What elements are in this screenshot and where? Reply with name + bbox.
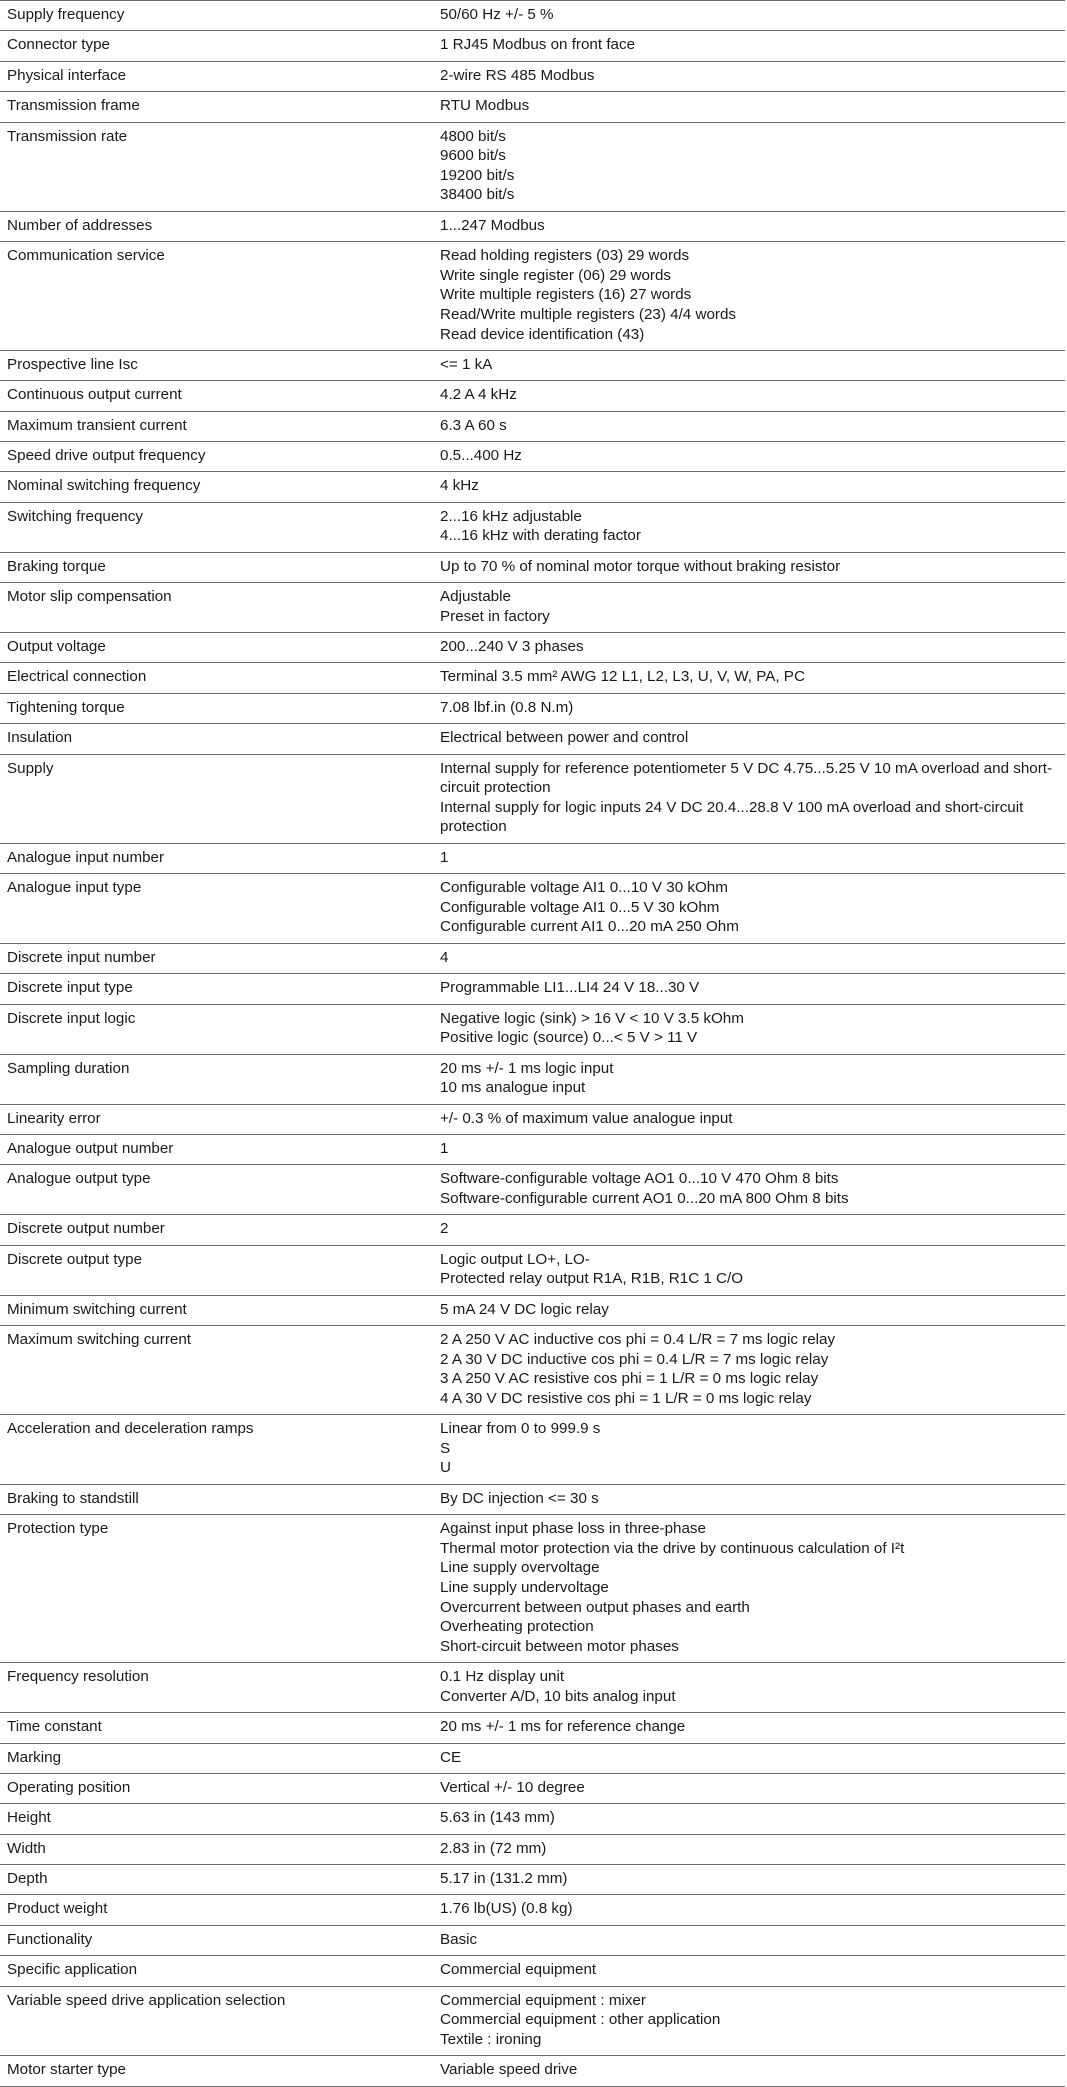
- spec-value: [434, 1956, 1065, 1980]
- spec-value: [434, 1485, 1065, 1509]
- spec-value-line: 50/60 Hz +/- 5 %: [440, 6, 554, 23]
- spec-label: Acceleration and deceleration ramps: [7, 1420, 254, 1438]
- spec-value-line: Software-configurable current AO1 0...20 mA 800 Ohm 8 bits: [440, 1189, 849, 1207]
- spec-value-line: Read device identification (43): [440, 325, 645, 343]
- spec-row: [0, 583, 1065, 633]
- spec-value: [434, 412, 1065, 436]
- spec-value: [434, 1865, 1065, 1889]
- spec-value-line: Read holding registers (03) 29 words: [440, 247, 690, 265]
- spec-row: [0, 1956, 1065, 1986]
- spec-value-line: 2...16 kHz adjustable: [440, 507, 582, 525]
- spec-label: Connector type: [7, 36, 110, 54]
- spec-label: Linearity error: [7, 1109, 101, 1127]
- spec-value-line: 4 A 30 V DC resistive cos phi = 1 L/R = 0 ms logic relay: [440, 1389, 812, 1407]
- spec-value: [434, 1135, 1065, 1159]
- spec-value: [434, 123, 1065, 205]
- spec-value-line: 9600 bit/s: [440, 147, 506, 165]
- spec-value: [434, 694, 1065, 718]
- spec-label: Braking torque: [7, 557, 106, 575]
- spec-label: Nominal switching frequency: [7, 477, 201, 495]
- spec-row: [0, 1246, 1065, 1296]
- spec-value: [434, 553, 1065, 577]
- spec-row: [0, 123, 1065, 212]
- spec-value: [434, 1296, 1065, 1320]
- spec-label: Analogue input type: [7, 879, 142, 897]
- spec-row: [0, 844, 1065, 874]
- spec-value: [434, 1, 1065, 25]
- spec-label: Minimum switching current: [7, 1300, 187, 1318]
- spec-value-line: Short-circuit between motor phases: [440, 1637, 679, 1655]
- spec-row: [0, 1, 1065, 31]
- spec-value-line: 1 RJ45 Modbus on front face: [440, 36, 636, 54]
- spec-label: Height: [7, 1809, 51, 1827]
- spec-label: Transmission rate: [7, 127, 128, 145]
- spec-value-line: Overcurrent between output phases and earth: [440, 1598, 750, 1616]
- spec-row: [0, 412, 1065, 442]
- spec-value-line: Line supply overvoltage: [440, 1559, 600, 1577]
- spec-value: [434, 503, 1065, 546]
- spec-value: [434, 1774, 1065, 1798]
- spec-row: [0, 724, 1065, 754]
- spec-row: [0, 351, 1065, 381]
- spec-value-line: 5 mA 24 V DC logic relay: [440, 1300, 609, 1318]
- spec-row: [0, 503, 1065, 553]
- spec-value-line: S: [440, 1439, 451, 1457]
- spec-value-line: 3 A 250 V AC resistive cos phi = 1 L/R = 0 ms logic relay: [440, 1370, 819, 1388]
- spec-value-line: Overheating protection: [440, 1618, 594, 1636]
- spec-label: Functionality: [7, 1930, 93, 1948]
- spec-value-line: Write multiple registers (16) 27 words: [440, 286, 692, 304]
- spec-value-line: CE: [440, 1748, 462, 1766]
- spec-value-line: 4...16 kHz with derating factor: [440, 527, 641, 545]
- spec-label: Discrete output number: [7, 1220, 165, 1238]
- spec-value-line: 200...240 V 3 phases: [440, 638, 584, 656]
- spec-value-line: 4 kHz: [440, 477, 479, 495]
- spec-value-line: Commercial equipment : mixer: [440, 1991, 646, 2009]
- spec-row: [0, 1135, 1065, 1165]
- spec-value-line: Basic: [440, 1930, 478, 1948]
- spec-row: [0, 1326, 1065, 1415]
- spec-label: Physical interface: [7, 66, 127, 84]
- spec-value: [434, 1215, 1065, 1239]
- spec-value-line: <= 1 kA: [440, 355, 493, 373]
- spec-value: [434, 351, 1065, 375]
- spec-label: Discrete input type: [7, 979, 133, 997]
- spec-row: [0, 944, 1065, 974]
- spec-row: [0, 663, 1065, 693]
- spec-value-line: Negative logic (sink) > 16 V < 10 V 3.5 kOhm: [440, 1009, 744, 1027]
- spec-value: [434, 1835, 1065, 1859]
- spec-value: [434, 242, 1065, 344]
- spec-value: [434, 1515, 1065, 1656]
- spec-value-line: 4: [440, 948, 449, 966]
- spec-value-line: 0.5...400 Hz: [440, 447, 522, 465]
- spec-row: [0, 1895, 1065, 1925]
- spec-value-line: Software-configurable voltage AO1 0...10 V 470 Ohm 8 bits: [440, 1170, 839, 1188]
- spec-label: Insulation: [7, 729, 73, 747]
- spec-label: Number of addresses: [7, 216, 153, 234]
- spec-value: [434, 1895, 1065, 1919]
- spec-row: [0, 553, 1065, 583]
- spec-row: [0, 1865, 1065, 1895]
- spec-value: [434, 31, 1065, 55]
- spec-row: [0, 1415, 1065, 1485]
- spec-row: [0, 1804, 1065, 1834]
- spec-label: Discrete output type: [7, 1250, 143, 1268]
- spec-value-line: Commercial equipment : other application: [440, 2011, 721, 2029]
- spec-label: Analogue output number: [7, 1139, 174, 1157]
- spec-value: [434, 663, 1065, 687]
- spec-value-line: 5.63 in (143 mm): [440, 1809, 555, 1827]
- spec-value: [434, 1713, 1065, 1737]
- spec-label: Maximum transient current: [7, 416, 187, 434]
- spec-value-line: Adjustable: [440, 588, 511, 606]
- spec-label: Tightening torque: [7, 698, 125, 716]
- spec-label: Variable speed drive application selection: [7, 1991, 286, 2009]
- spec-label: Product weight: [7, 1900, 108, 1918]
- spec-row: [0, 633, 1065, 663]
- spec-label: Discrete input logic: [7, 1009, 136, 1027]
- spec-row: [0, 1774, 1065, 1804]
- spec-row: [0, 2056, 1065, 2086]
- spec-label: Analogue input number: [7, 848, 165, 866]
- spec-value: [434, 1804, 1065, 1828]
- spec-value-line: 10 ms analogue input: [440, 1079, 586, 1097]
- spec-value: [434, 1005, 1065, 1048]
- spec-row: [0, 755, 1065, 844]
- spec-value: [434, 844, 1065, 868]
- spec-row: [0, 1744, 1065, 1774]
- spec-value-line: Logic output LO+, LO-: [440, 1250, 590, 1268]
- spec-value-line: 1: [440, 1139, 449, 1157]
- spec-value-line: Terminal 3.5 mm² AWG 12 L1, L2, L3, U, V, W, PA, PC: [440, 668, 805, 686]
- spec-label: Analogue output type: [7, 1170, 151, 1188]
- spec-value-line: 1...247 Modbus: [440, 216, 545, 234]
- spec-value-line: Programmable LI1...LI4 24 V 18...30 V: [440, 979, 700, 997]
- spec-row: [0, 442, 1065, 472]
- spec-row: [0, 242, 1065, 351]
- spec-label: Frequency resolution: [7, 1668, 149, 1686]
- spec-row: [0, 1005, 1065, 1055]
- spec-value-line: +/- 0.3 % of maximum value analogue input: [440, 1109, 733, 1127]
- spec-label: Communication service: [7, 247, 165, 265]
- spec-row: [0, 381, 1065, 411]
- spec-label: Switching frequency: [7, 507, 143, 525]
- spec-row: [0, 62, 1065, 92]
- spec-label: Supply: [7, 759, 54, 777]
- spec-row: [0, 1835, 1065, 1865]
- spec-value: [434, 1055, 1065, 1098]
- spec-label: Speed drive output frequency: [7, 447, 206, 465]
- spec-value-line: 20 ms +/- 1 ms for reference change: [440, 1718, 686, 1736]
- spec-value-line: Configurable current AI1 0...20 mA 250 Ohm: [440, 918, 739, 936]
- spec-value-line: 2: [440, 1220, 449, 1238]
- spec-label: Continuous output current: [7, 386, 182, 404]
- spec-label: Electrical connection: [7, 668, 147, 686]
- spec-value-line: Commercial equipment: [440, 1961, 597, 1979]
- spec-value-line: 5.17 in (131.2 mm): [440, 1870, 568, 1888]
- spec-label: Motor slip compensation: [7, 588, 172, 606]
- spec-value-line: 1.76 lb(US) (0.8 kg): [440, 1900, 573, 1918]
- spec-value-line: Internal supply for reference potentiometer 5 V DC 4.75...5.25 V 10 mA overload and short-circuit protection: [440, 759, 1053, 797]
- spec-value-line: Against input phase loss in three-phase: [440, 1520, 706, 1538]
- spec-label: Motor starter type: [7, 2061, 127, 2079]
- spec-label: Prospective line Isc: [7, 355, 138, 373]
- spec-value-line: Linear from 0 to 999.9 s: [440, 1420, 601, 1438]
- spec-value-line: Internal supply for logic inputs 24 V DC 20.4...28.8 V 100 mA overload and short-circuit protection: [440, 798, 1024, 836]
- spec-row: [0, 694, 1065, 724]
- spec-value: [434, 583, 1065, 626]
- spec-row: [0, 1663, 1065, 1713]
- spec-value-line: Preset in factory: [440, 607, 550, 625]
- spec-value-line: 38400 bit/s: [440, 186, 515, 204]
- spec-value-line: 4.2 A 4 kHz: [440, 386, 517, 404]
- spec-label: Output voltage: [7, 638, 106, 656]
- spec-value: [434, 62, 1065, 86]
- spec-value: [434, 1987, 1065, 2050]
- spec-row: [0, 1515, 1065, 1663]
- spec-value: [434, 874, 1065, 937]
- spec-label: Specific application: [7, 1961, 138, 1979]
- spec-label: Width: [7, 1839, 46, 1857]
- spec-value: [434, 92, 1065, 116]
- spec-value-line: Configurable voltage AI1 0...5 V 30 kOhm: [440, 898, 720, 916]
- spec-value-line: 20 ms +/- 1 ms logic input: [440, 1059, 614, 1077]
- spec-value: [434, 1744, 1065, 1768]
- spec-value: [434, 2056, 1065, 2080]
- spec-value-line: 7.08 lbf.in (0.8 N.m): [440, 698, 574, 716]
- spec-row: [0, 1055, 1065, 1105]
- spec-value-line: Line supply undervoltage: [440, 1578, 609, 1596]
- spec-value: [434, 1926, 1065, 1950]
- spec-row: [0, 874, 1065, 944]
- spec-row: [0, 472, 1065, 502]
- spec-row: [0, 1105, 1065, 1135]
- spec-label: Sampling duration: [7, 1059, 130, 1077]
- spec-label: Discrete input number: [7, 948, 156, 966]
- spec-value: [434, 442, 1065, 466]
- spec-value-line: RTU Modbus: [440, 97, 530, 115]
- spec-value-line: Protected relay output R1A, R1B, R1C 1 C/O: [440, 1270, 744, 1288]
- spec-value-line: 2.83 in (72 mm): [440, 1839, 547, 1857]
- spec-label: Protection type: [7, 1520, 109, 1538]
- spec-value-line: Vertical +/- 10 degree: [440, 1778, 585, 1796]
- spec-row: [0, 1296, 1065, 1326]
- spec-value-line: Read/Write multiple registers (23) 4/4 words: [440, 305, 736, 323]
- spec-value-line: Textile : ironing: [440, 2030, 542, 2048]
- spec-label: Marking: [7, 1748, 62, 1766]
- spec-value-line: Thermal motor protection via the drive by continuous calculation of I²t: [440, 1539, 905, 1557]
- spec-row: [0, 92, 1065, 122]
- spec-value: [434, 212, 1065, 236]
- spec-value-line: Variable speed drive: [440, 2061, 578, 2079]
- spec-row: [0, 1926, 1065, 1956]
- spec-row: [0, 1485, 1065, 1515]
- spec-value-line: Positive logic (source) 0...< 5 V > 11 V: [440, 1029, 698, 1047]
- spec-row: [0, 1713, 1065, 1743]
- spec-value: [434, 633, 1065, 657]
- spec-label: Braking to standstill: [7, 1489, 139, 1507]
- spec-value: [434, 974, 1065, 998]
- spec-value-line: 19200 bit/s: [440, 166, 515, 184]
- spec-value: [434, 755, 1065, 837]
- spec-row: [0, 1987, 1065, 2057]
- spec-value: [434, 724, 1065, 748]
- spec-value-line: Configurable voltage AI1 0...10 V 30 kOhm: [440, 879, 728, 897]
- spec-label: Supply frequency: [7, 6, 125, 23]
- spec-label: Operating position: [7, 1778, 131, 1796]
- spec-value: [434, 1326, 1065, 1408]
- spec-value: [434, 1246, 1065, 1289]
- spec-value-line: Converter A/D, 10 bits analog input: [440, 1687, 676, 1705]
- spec-value-line: U: [440, 1459, 451, 1477]
- spec-label: Depth: [7, 1870, 48, 1888]
- spec-value-line: Up to 70 % of nominal motor torque without braking resistor: [440, 557, 841, 575]
- spec-value: [434, 1165, 1065, 1208]
- spec-value: [434, 472, 1065, 496]
- spec-row: [0, 974, 1065, 1004]
- spec-value-line: 2 A 30 V DC inductive cos phi = 0.4 L/R = 7 ms logic relay: [440, 1350, 829, 1368]
- spec-value: [434, 1663, 1065, 1706]
- spec-value-line: Write single register (06) 29 words: [440, 266, 671, 284]
- spec-value-line: 2 A 250 V AC inductive cos phi = 0.4 L/R = 7 ms logic relay: [440, 1330, 836, 1348]
- spec-label: Time constant: [7, 1718, 102, 1736]
- spec-row: [0, 31, 1065, 61]
- spec-label: Transmission frame: [7, 97, 140, 115]
- spec-value-line: By DC injection <= 30 s: [440, 1489, 599, 1507]
- spec-value: [434, 1415, 1065, 1478]
- spec-value: [434, 1105, 1065, 1129]
- spec-value: [434, 381, 1065, 405]
- spec-value-line: 4800 bit/s: [440, 127, 506, 145]
- spec-label: Maximum switching current: [7, 1330, 191, 1348]
- spec-row: [0, 212, 1065, 242]
- spec-value-line: 6.3 A 60 s: [440, 416, 507, 434]
- spec-value-line: Electrical between power and control: [440, 729, 689, 747]
- spec-value: [434, 944, 1065, 968]
- spec-value-line: 1: [440, 848, 449, 866]
- spec-value-line: 0.1 Hz display unit: [440, 1668, 565, 1686]
- spec-row: [0, 1215, 1065, 1245]
- spec-value-line: 2-wire RS 485 Modbus: [440, 66, 595, 84]
- spec-row: [0, 1165, 1065, 1215]
